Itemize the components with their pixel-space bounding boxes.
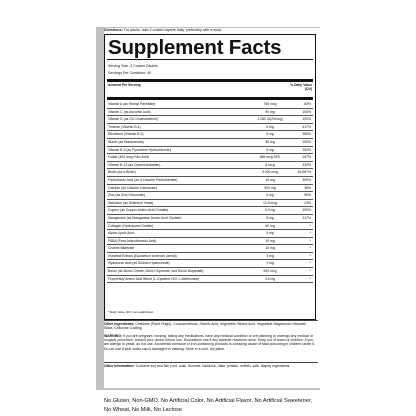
nutrient-row [107,101,313,109]
nutrient-row [107,147,313,155]
nutrient-name: Vitamin D (as D3 Cholecalciferol) [108,117,158,122]
nutrient-row [107,169,313,177]
nutrient-dv: 100% [302,117,311,122]
nutrient-amount: 5 mg [266,231,274,236]
dv-footnote: * Daily Value (DV) not established. [108,310,154,314]
nutrient-dv: 16,667% [297,170,311,175]
nutrient-row [107,200,313,208]
nutrient-amount: 15 mg [265,177,275,182]
nutrient-name: Collagen (Hydrolyzed Gelatin) [108,223,154,228]
nutrient-dv: * [309,253,311,258]
nutrient-amount: 1 mg [266,261,274,266]
nutrient-amount: 500 mg [264,185,276,190]
nutrient-dv: 294% [302,147,311,152]
nutrient-amount: 6 mg [266,193,274,198]
nutrient-amount: 10 mg [265,238,275,243]
nutrient-dv: 100% [302,109,311,114]
nutrient-row [107,116,313,124]
nutrient-name: Horsetail Extract (Equisetum arvense) (aerial) [108,253,177,258]
nutrient-amount: 12.5 mcg [263,200,277,205]
nutrient-dv: * [309,261,311,266]
nutrient-amount: 5 mg [266,124,274,129]
nutrient-name: PABA (Para Aminobenzoic Acid) [108,238,157,243]
nutrient-name: Calcium (as Calcium Carbonate) [108,185,157,190]
col-dv-header: % Daily Value (DV) [290,83,312,91]
nutrient-dv: 217% [302,215,311,220]
title-rule [107,59,313,60]
serving-size: Serving Size: 3 Coated Caplets [108,64,158,68]
nutrient-row [107,260,313,268]
nutrient-row [107,215,313,223]
nutrient-amount: 750 mcg [263,102,277,106]
nutrient-name: Thiamin (Vitamin B-1) [108,124,141,129]
nutrient-row [107,276,313,284]
directions-text: For adults, take 3 coated caplets daily, preferably with a meal. [123,28,222,32]
nutrient-dv: 385% [302,132,311,137]
nutrient-row [107,162,313,170]
nutrient-dv: * [309,223,311,228]
nutrient-name: Choline Bitartrate [108,246,135,251]
nutrient-name: Biotin (as d-Biotin) [108,170,136,175]
nutrient-dv: 23% [304,200,311,205]
directions [104,28,318,32]
warning [104,334,316,351]
nutrient-name: Manganese (as Manganese Amino Acid Chelate) [108,215,182,220]
nutrient-dv: * [309,246,311,251]
nutrient-row [107,177,313,185]
nutrient-amount: 5,000 mcg [262,170,278,175]
nutrient-name: Vitamin C (as Ascorbic Acid) [108,109,151,114]
nutrient-name: Copper (as Copper Amino Acid Chelate) [108,208,169,213]
nutrient-dv: 300% [302,177,311,182]
header-rule [107,79,313,82]
nutrient-rows [107,101,313,283]
nutrient-amount: 666 mcg DFE [259,155,281,160]
nutrient-dv: 55% [304,193,311,198]
nutrient-row [107,124,313,132]
nutrient-amount: 60 mg [265,223,275,228]
col-amount-header: Amount Per Serving [108,83,141,87]
nutrient-row [107,230,313,238]
nutrient-name: Vitamin B-6 (as Pyridoxine Hydrochloride) [108,147,171,152]
nutrient-name: Vitamin B-12 (as Cyanocobalamin) [108,162,161,167]
nutrient-dv: 38% [304,185,311,190]
warning-text: If you are pregnant, nursing, taking any medications, have any medical condition or are planning to undergo any medical or surgical procedure, consult your doctor before use. Discontinue use if any adverse reactions occur. Keep out of reach of children. If you are allergic to yeast, do not use. Accidental overdose of iron-containing products is a leading cause of fatal poisoning in children under 6. Do not use if seal under cap is damaged or missing. Store in a cool, dry place. [104,334,316,351]
divider [104,320,318,321]
nutrient-amount: 35 mg [265,139,275,144]
nutrient-dv: * [309,238,311,243]
supplement-facts-box [104,34,316,320]
other-information [104,364,316,368]
nutrient-name: Zinc (as Zinc Gluconate) [108,193,145,198]
nutrient-name: Folate (400 mcg Folic Acid) [108,155,150,160]
nutrient-name: Selenium (as Selenium Yeast) [108,200,154,205]
nutrient-row [107,154,313,162]
nutrient-row [107,139,313,147]
servings-per-container: Servings Per Container: 40 [108,71,152,75]
nutrient-dv: * [309,269,311,274]
divider [104,362,318,363]
nutrient-dv: 83% [304,102,311,106]
rows-top-rule [107,97,313,100]
nutrient-dv: 167% [302,155,311,160]
nutrient-amount: 500 mcg [263,269,277,274]
nutrient-amount: 0.9 mg [264,208,276,213]
other-ingredients [104,322,316,330]
other-information-text: Contains soy and fish (cod, cusk, flounder, haddock, hake, pollack, redfish, sole, tilapia) ingredients. [135,364,291,368]
other-ingredients-label: Other Ingredients: [104,322,135,326]
nutrient-row [107,185,313,193]
facts-title: Supplement Facts [108,36,282,59]
nutrient-amount: 3 mg [266,253,274,258]
nutrient-amount: 5 mg [266,215,274,220]
nutrient-row [107,253,313,261]
nutrient-amount: 8 mcg [265,162,275,167]
nutrient-amount: 3.5 mg [264,276,276,281]
nutrient-dv: 100% [302,208,311,213]
nutrient-row [107,207,313,215]
nutrient-name: Boron (as Boron Citrate, Boron Glycinate, and Boron Aspartate) [108,269,204,274]
nutrient-amount: 90 mg [265,109,275,114]
nutrient-amount: 5 mg [266,132,274,137]
nutrient-row [107,238,313,246]
nutrient-row [107,131,313,139]
nutrient-name: Niacin (as Niacinamide) [108,139,144,144]
nutrient-name: Pantothenic Acid (as d-Calcium Pantothenate) [108,177,178,182]
nutrient-amount: 5 mg [266,147,274,152]
directions-label: Directions: [104,28,123,32]
nutrient-name: Alpha Lipoic Acid [108,231,134,236]
free-from-claims: No Gluten, Non-GMO, No Artificial Color, No Artificial Flavor, No Artificial Sweetener, No Wheat, No Milk, No Lactose [104,398,312,413]
nutrient-dv: 417% [302,124,311,129]
nutrient-row [107,223,313,231]
other-information-label: Other Information: [104,364,135,368]
nutrient-row [107,109,313,117]
nutrient-name: Vitamin A (as Retinyl Palmitate) [108,102,156,106]
other-ingredients-text: Cellulose (Plant Origin), Croscarmellose, Stearic Acid, Vegetable Stearic Acid, Vegetable Magnesium Stearate, Silica, Cellulose Coating [104,322,307,331]
nutrient-dv: 150% [302,139,311,144]
nutrient-name: Hyaluronic Acid (as Sodium Hyaluronate) [108,261,170,266]
nutrient-dv: 333% [302,162,311,167]
warning-label: WARNING: [104,334,123,338]
nutrient-row [107,192,313,200]
nutrient-amount: 10 mg [265,246,275,251]
nutrient-dv: * [309,231,311,236]
nutrient-dv: * [309,276,311,281]
nutrient-name: Riboflavin (Vitamin B-2) [108,132,144,137]
nutrient-row [107,245,313,253]
nutrient-name: Proprietary Amino Acid Blend (L-Cysteine HCl, L-Methionine) [108,276,200,281]
nutrient-row [107,268,313,276]
nutrient-amount: 1,280 IU(20mcg) [257,117,283,122]
